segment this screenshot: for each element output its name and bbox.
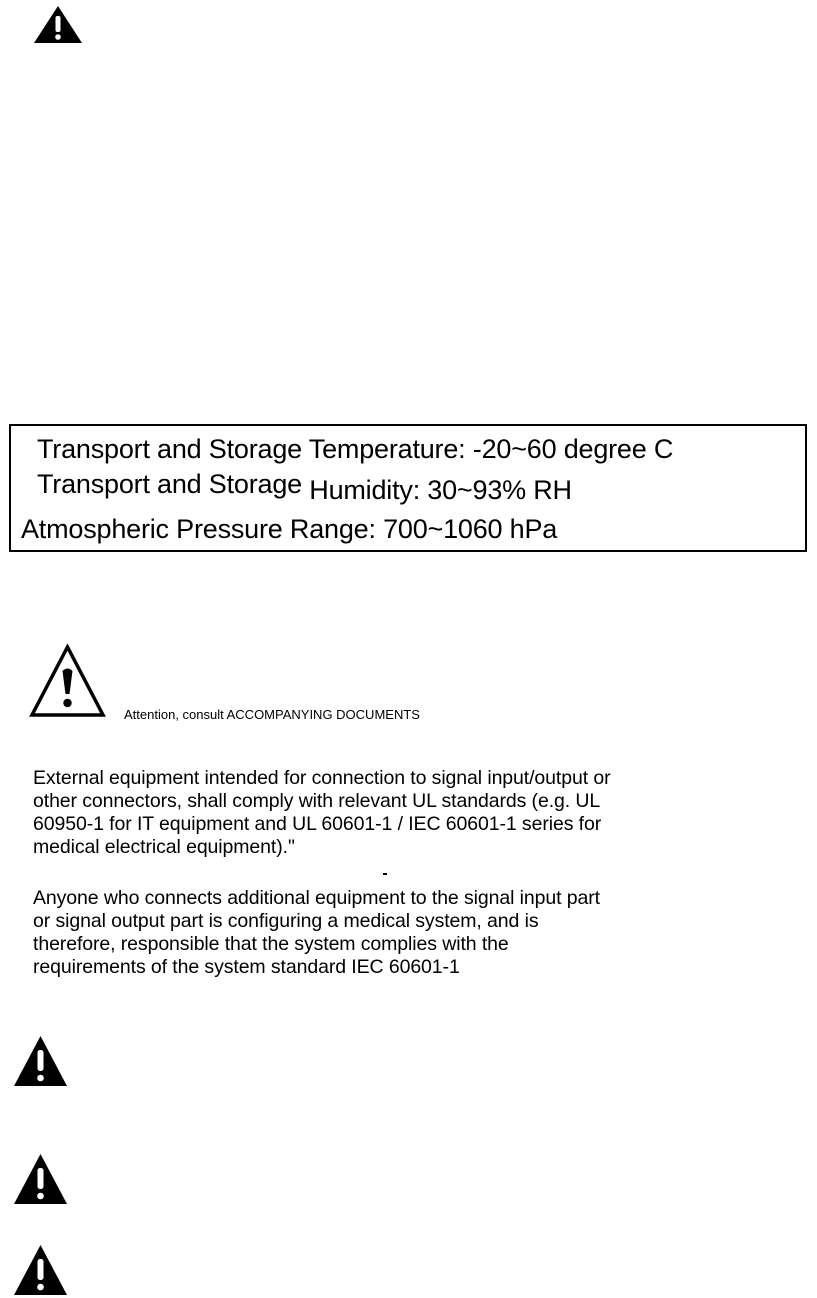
paragraph-line: 60950-1 for IT equipment and UL 60601-1 / IEC 60601-1 series for	[33, 813, 602, 835]
stray-mark	[383, 873, 387, 875]
warning-icon	[33, 5, 83, 44]
paragraph-line: therefore, responsible that the system complies with the	[33, 933, 509, 955]
warning-icon	[13, 1153, 68, 1205]
paragraph-line: Anyone who connects additional equipment to the signal input part	[33, 887, 600, 909]
paragraph-line: medical electrical equipment)."	[33, 836, 295, 858]
warning-icon	[13, 1035, 68, 1087]
paragraph-line: or signal output part is configuring a medical system, and is	[33, 910, 539, 932]
medical-system-paragraph	[33, 887, 733, 979]
temperature-line	[37, 434, 673, 464]
warning-triangle-outline-icon	[29, 644, 106, 718]
environment-conditions-box	[9, 424, 807, 552]
temperature-label: Transport and Storage	[37, 434, 302, 464]
pressure-value: Atmospheric Pressure Range: 700~1060 hPa	[21, 514, 558, 544]
attention-label: Attention, consult ACCOMPANYING DOCUMENTS	[124, 707, 420, 722]
warning-icon	[13, 1244, 68, 1296]
temperature-value: Temperature: -20~60 degree C	[308, 434, 674, 464]
humidity-label: Transport and Storage	[37, 469, 302, 499]
humidity-line	[37, 469, 572, 505]
external-equipment-paragraph	[33, 767, 733, 859]
paragraph-line: other connectors, shall comply with relevant UL standards (e.g. UL	[33, 790, 601, 812]
pressure-line	[21, 514, 557, 544]
paragraph-line: requirements of the system standard IEC 60601-1	[33, 956, 460, 978]
paragraph-line: External equipment intended for connection to signal input/output or	[33, 767, 611, 789]
humidity-value: Humidity: 30~93% RH	[309, 475, 572, 505]
